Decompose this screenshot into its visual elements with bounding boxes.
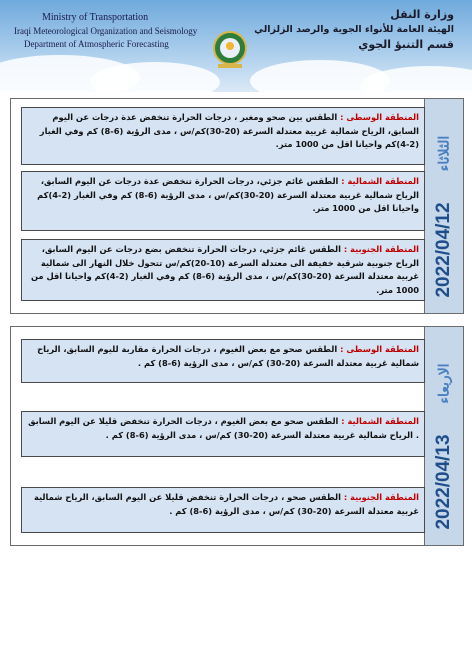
day2-side-panel (424, 327, 463, 545)
region-forecast-text: الطقس صحو مع بعض الغيوم ، درجات الحرارة مقاربة لليوم السابق، الرياح شمالية غربية معتدلة السرعة (20-30) كم/س ، مدى الرؤية (6-8) كم . (37, 344, 419, 368)
organization-name-ar: الهيئة العامة للأنواء الجوية والرصد الزلزالي (254, 24, 454, 35)
region-name: المنطقة الوسطى : (340, 344, 419, 354)
day1-northern-region (21, 171, 425, 231)
region-forecast-text: الطقس صحو ، درجات الحرارة تنخفض قليلا عن اليوم السابق، الرياح شمالية غربية معتدلة السرعة (20-30) كم/س ، مدى الرؤية (6-8) كم . (33, 492, 419, 516)
day1-date: 2022/04/12 (433, 202, 454, 298)
day1-southern-region (21, 239, 425, 301)
region-name: المنطقة الشمالية : (341, 416, 419, 426)
region-name: المنطقة الجنوبية : (343, 492, 419, 502)
header-english (14, 12, 197, 49)
forecast-card-day1 (10, 98, 464, 314)
region-forecast-text: الطقس غائم جزئي، درجات الحرارة تنخفض عدة درجات عن اليوم السابق، الرياح شمالية غربية معتدلة السرعة (20-30)كم/س ، مدى الرؤية (6-8) كم وفي الغبار (2-4)كم واحيانا اقل من 1000 متر. (37, 176, 419, 213)
region-forecast-text: الطقس غائم جزئي، درجات الحرارة تنخفض بضع درجات عن اليوم السابق، الرياح جنوبية شرقية خفيفة الى معتدلة السرعة (10-20)كم/س تتحول خلال النهار الى شمالية غربية معتدلة السرعة (20-30)كم/س ، مدى الرؤية (6-8) كم وفي الغبار (2-4)كم واحيانا اقل من 1000 متر. (30, 244, 419, 295)
region-name: المنطقة الجنوبية : (343, 244, 419, 254)
day2-northern-region (21, 411, 425, 457)
department-name-ar: قسم التنبؤ الجوي (358, 38, 454, 51)
region-name: المنطقة الشمالية : (341, 176, 419, 186)
day2-weekday: الاربعاء (435, 363, 452, 404)
region-forecast-text: الطقس بين صحو ومغبر ، درجات الحرارة تنخفض عدة درجات عن اليوم السابق، الرياح شمالية غربية معتدلة السرعة (20-30)كم/س ، مدى الرؤية (6-8) كم وفي الغبار (2-4)كم واحيانا اقل من 1000 متر. (39, 112, 419, 149)
ministry-name-en: Ministry of Transportation (42, 12, 149, 23)
page-header (0, 0, 472, 92)
day1-central-region (21, 107, 425, 165)
ministry-name-ar: وزارة النقل (390, 8, 454, 21)
region-name: المنطقة الوسطى : (340, 112, 419, 122)
department-name-en: Department of Atmospheric Forecasting (24, 39, 169, 49)
organization-name-en: Iraqi Meteorological Organization and Seismology (14, 26, 198, 36)
organization-logo-icon (212, 30, 248, 70)
header-arabic (254, 8, 454, 51)
forecast-card-day2 (10, 326, 464, 546)
day1-weekday: الثلاثاء (435, 135, 452, 172)
day2-southern-region (21, 487, 425, 533)
region-forecast-text: الطقس صحو مع بعض الغيوم ، درجات الحرارة تنخفض قليلا عن اليوم السابق . الرياح شمالية غربية معتدلة السرعة (20-30) كم/س ، مدى الرؤية (6-8) كم . (28, 416, 419, 440)
day2-date: 2022/04/13 (433, 434, 454, 530)
day1-side-panel (424, 99, 463, 313)
day2-central-region (21, 339, 425, 383)
